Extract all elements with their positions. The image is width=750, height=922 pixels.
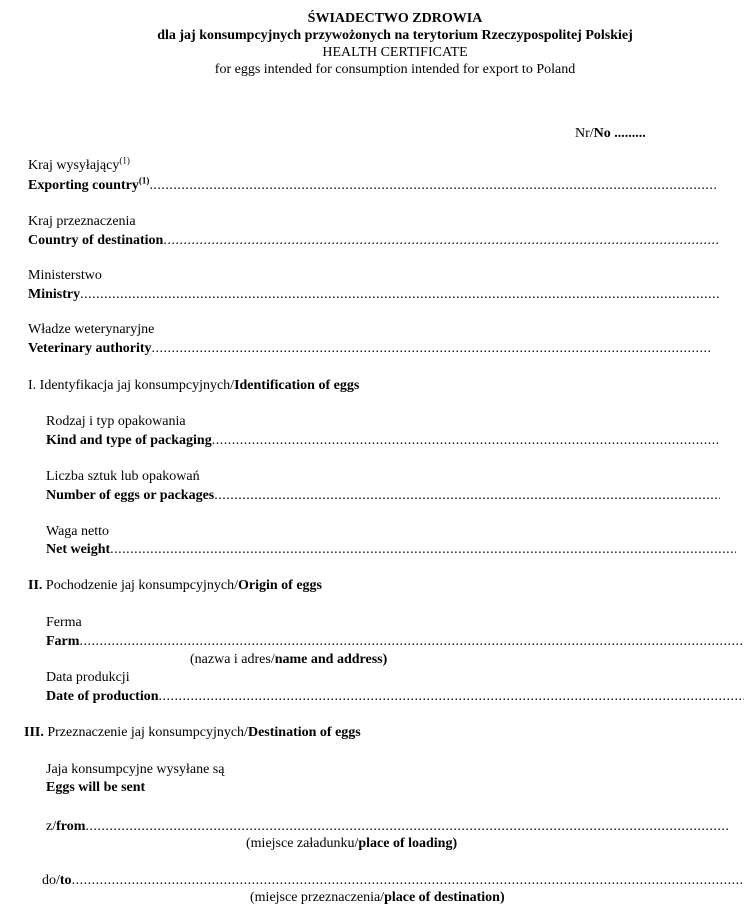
net-weight-field[interactable] xyxy=(46,541,736,558)
farm-hint: (nazwa i adres/name and address) xyxy=(190,652,388,667)
number-dots: ......... xyxy=(614,126,646,141)
title-en: HEALTH CERTIFICATE xyxy=(322,45,468,60)
production-date-label-en: Date of production xyxy=(46,689,159,704)
production-date-field[interactable] xyxy=(46,688,744,705)
net-weight-label-pl: Waga netto xyxy=(46,524,110,539)
fill-line xyxy=(212,432,718,449)
fill-line xyxy=(149,177,718,194)
fill-line xyxy=(152,340,710,357)
fill-line xyxy=(110,541,736,558)
country-destination-field[interactable] xyxy=(28,232,720,249)
number-label-pl: Nr/ xyxy=(575,126,594,141)
eggs-sent-label-en: Eggs will be sent xyxy=(46,780,146,795)
exporting-country-label-pl: Kraj wysyłający$^{(1)}$ xyxy=(28,155,130,173)
fill-line xyxy=(163,232,720,249)
fill-line xyxy=(79,633,744,650)
veterinary-authority-field[interactable] xyxy=(28,340,710,357)
subtitle-en: for eggs intended for consumption intended for export to Poland xyxy=(214,62,576,77)
country-destination-label-en: Country of destination xyxy=(28,233,164,248)
number-label-en: No xyxy=(593,126,611,141)
ministry-label-pl: Ministerstwo xyxy=(28,268,102,283)
fill-line xyxy=(214,487,720,504)
fill-line xyxy=(159,688,744,705)
fill-line xyxy=(80,286,720,303)
number-eggs-field[interactable] xyxy=(46,487,720,504)
veterinary-authority-label-en: Veterinary authority xyxy=(28,341,152,356)
net-weight-label-en: Net weight xyxy=(46,542,111,557)
ministry-field[interactable] xyxy=(28,286,720,303)
to-field[interactable] xyxy=(42,872,742,889)
packaging-label-pl: Rodzaj i typ opakowania xyxy=(46,414,186,429)
section-3-title: III. Przeznaczenie jaj konsumpcyjnych/Destination of eggs xyxy=(24,725,361,740)
exporting-country-label-en: Exporting country$^{(1)}$ xyxy=(28,175,150,193)
number-eggs-label-pl: Liczba sztuk lub opakowań xyxy=(46,469,200,484)
subtitle-pl: dla jaj konsumpcyjnych przywożonych na terytorium Rzeczypospolitej Polskiej xyxy=(157,28,633,43)
certificate-number xyxy=(575,126,646,142)
title-pl: ŚWIADECTWO ZDROWIA xyxy=(307,11,483,26)
section-2-title: II. Pochodzenie jaj konsumpcyjnych/Origin of eggs xyxy=(28,578,322,593)
from-label: z/from xyxy=(46,819,86,834)
from-field[interactable] xyxy=(46,818,730,835)
country-destination-label-pl: Kraj przeznaczenia xyxy=(28,214,136,229)
farm-label-en: Farm xyxy=(46,634,80,649)
section-1-title: I. Identyfikacja jaj konsumpcyjnych/Identification of eggs xyxy=(28,378,360,393)
veterinary-authority-label-pl: Władze weterynaryjne xyxy=(28,322,155,337)
number-eggs-label-en: Number of eggs or packages xyxy=(46,488,215,503)
fill-line xyxy=(72,872,742,889)
fill-line xyxy=(85,818,730,835)
packaging-field[interactable] xyxy=(46,432,718,449)
production-date-label-pl: Data produkcji xyxy=(46,670,130,685)
ministry-label-en: Ministry xyxy=(28,287,81,302)
to-hint: (miejsce przeznaczenia/place of destination) xyxy=(250,890,505,905)
exporting-country-field[interactable] xyxy=(28,177,718,194)
farm-field[interactable] xyxy=(46,633,744,650)
from-hint: (miejsce załadunku/place of loading) xyxy=(246,836,458,851)
farm-label-pl: Ferma xyxy=(46,615,82,630)
packaging-label-en: Kind and type of packaging xyxy=(46,433,212,448)
to-label: do/to xyxy=(42,873,72,888)
eggs-sent-label-pl: Jaja konsumpcyjne wysyłane są xyxy=(46,762,225,777)
